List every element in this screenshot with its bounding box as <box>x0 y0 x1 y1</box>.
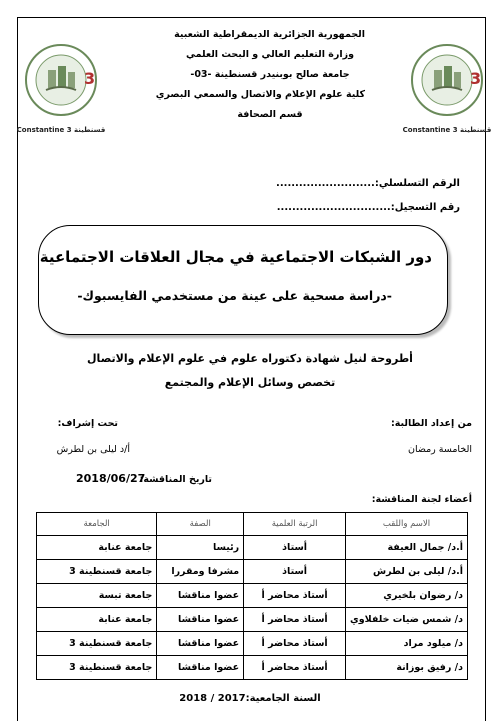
header-rank: الرتبة العلمية <box>244 513 346 536</box>
member-university: جامعة تبسة <box>37 584 157 608</box>
university-logo-left <box>16 40 106 138</box>
member-university: جامعة قسنطينة 3 <box>37 632 157 656</box>
member-rank: أستاذ محاضر أ <box>244 584 346 608</box>
member-rank: أستاذ <box>244 560 346 584</box>
member-university: جامعة عنابة <box>37 608 157 632</box>
defense-date-label: تاريخ المناقشة: <box>139 474 212 485</box>
institution-header <box>155 25 365 125</box>
member-role: عضوا مناقشا <box>157 608 244 632</box>
table-row <box>37 584 468 608</box>
table-row <box>37 656 468 680</box>
svg-text:Constantine 3 قسنطينة: Constantine 3 قسنطينة <box>16 126 106 134</box>
member-role: رئيسا <box>157 536 244 560</box>
header-line-faculty: كلية علوم الإعلام والاتصال والسمعي البصري <box>155 89 365 100</box>
table-header-row <box>37 513 468 536</box>
member-university: جامعة قسنطينة 3 <box>37 560 157 584</box>
member-name: د/ رفيق بوزانة <box>346 656 468 680</box>
member-name: د/ شمس ضيات خلفلاوي <box>346 608 468 632</box>
member-rank: أستاذ محاضر أ <box>244 632 346 656</box>
title-frame <box>38 225 448 335</box>
specialization: تخصص وسائل الإعلام والمجتمع <box>164 376 336 389</box>
committee-label: أعضاء لجنة المناقشة: <box>371 494 472 505</box>
student-name: الخامسة رمضان <box>407 444 472 455</box>
registration-number-field: رقم التسجيل:.............................. <box>276 202 460 213</box>
member-role: عضوا مناقشا <box>157 656 244 680</box>
header-line-republic: الجمهورية الجزائرية الديمقراطية الشعبية <box>174 29 365 40</box>
header-line-ministry: وزارة التعليم العالي و البحث العلمي <box>186 49 354 60</box>
member-name: أ.د/ ليلى بن لطرش <box>346 560 468 584</box>
table-row <box>37 536 468 560</box>
university-seal-icon <box>402 40 492 138</box>
header-university: الجامعة <box>37 513 157 536</box>
member-name: د/ رضوان بلخيري <box>346 584 468 608</box>
university-seal-icon <box>16 40 106 138</box>
supervisor-name: أ/د ليلى بن لطرش <box>56 444 130 455</box>
svg-text:3: 3 <box>84 69 96 88</box>
member-rank: أستاذ محاضر أ <box>244 608 346 632</box>
university-logo-right <box>402 40 492 138</box>
header-role: الصفة <box>157 513 244 536</box>
member-name: أ.د/ جمال العيفة <box>346 536 468 560</box>
thesis-subtitle: -دراسة مسحية على عينة من مستخدمي الفايسبوك- <box>77 288 392 303</box>
member-role: عضوا مناقشا <box>157 632 244 656</box>
supervisor-label: تحت إشراف: <box>57 418 118 429</box>
student-label: من إعداد الطالبة: <box>390 418 472 429</box>
header-name: الاسم واللقب <box>346 513 468 536</box>
header-line-department: قسم الصحافة <box>237 109 303 120</box>
thesis-title: دور الشبكات الاجتماعية في مجال العلاقات الاجتماعية <box>39 248 432 266</box>
member-university: جامعة قسنطينة 3 <box>37 656 157 680</box>
svg-text:Constantine 3 قسنطينة: Constantine 3 قسنطينة <box>402 126 492 134</box>
table-row <box>37 632 468 656</box>
serial-number-field: الرقم التسلسلي:.......................... <box>276 178 460 189</box>
defense-date: 2018/06/27 <box>76 472 146 485</box>
academic-year: السنة الجامعية:2017 / 2018 <box>179 693 321 704</box>
table-row <box>37 608 468 632</box>
member-rank: أستاذ <box>244 536 346 560</box>
svg-text:3: 3 <box>470 69 482 88</box>
header-line-university: جامعة صالح بوبنيدر قسنطينة -03- <box>190 69 350 80</box>
committee-table <box>36 512 468 680</box>
member-name: د/ ميلود مراد <box>346 632 468 656</box>
table-row <box>37 560 468 584</box>
degree-statement: أطروحة لنيل شهادة دكتوراه علوم في علوم الإعلام والاتصال <box>87 352 413 365</box>
member-rank: أستاذ محاضر أ <box>244 656 346 680</box>
member-role: عضوا مناقشا <box>157 584 244 608</box>
member-role: مشرفا ومقررا <box>157 560 244 584</box>
member-university: جامعة عنابة <box>37 536 157 560</box>
